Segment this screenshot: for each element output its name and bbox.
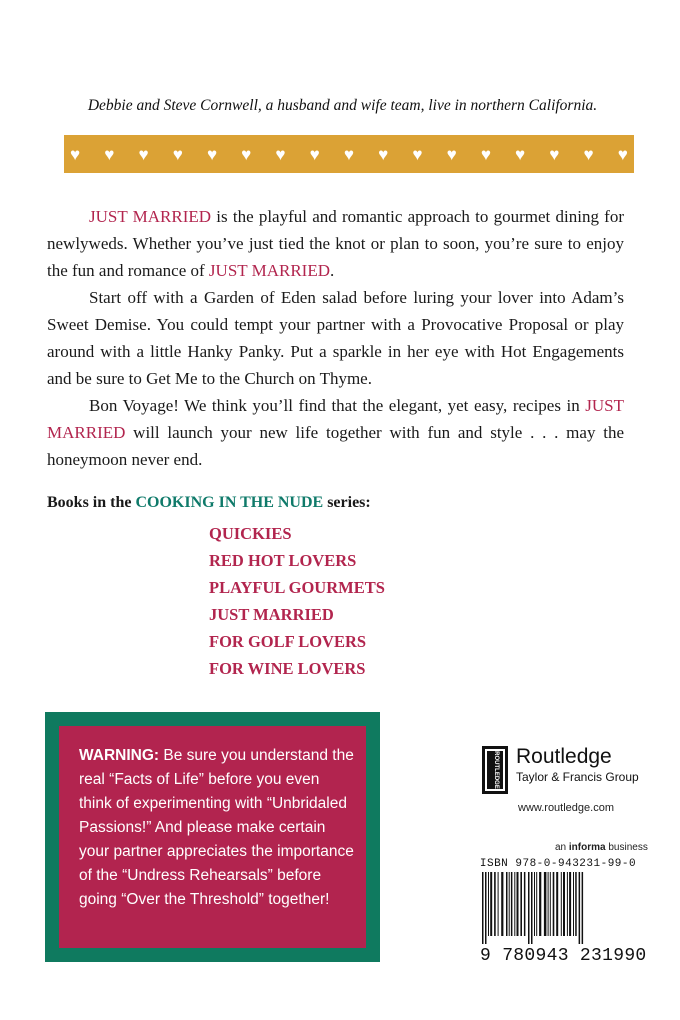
barcode-bar — [553, 872, 555, 936]
barcode-bar — [528, 872, 530, 944]
series-title: FOR GOLF LOVERS — [209, 632, 367, 651]
publisher-text — [516, 746, 639, 784]
barcode-bar — [534, 872, 535, 936]
heart-icon: ♥ — [275, 144, 286, 164]
heart-icon: ♥ — [138, 144, 149, 164]
barcode-bar — [536, 872, 537, 936]
barcode-bar — [556, 872, 558, 936]
heart-icon: ♥ — [309, 144, 320, 164]
barcode-bar — [501, 872, 503, 936]
barcode-bar — [488, 872, 489, 936]
series-title: FOR WINE LOVERS — [209, 659, 366, 678]
heart-icon: ♥ — [343, 144, 354, 164]
series-intro-text: Books in the — [47, 494, 136, 511]
series-intro-text: series: — [323, 494, 371, 511]
barcode-graphic — [480, 872, 638, 944]
barcode-bar — [494, 872, 496, 936]
barcode-bar — [582, 872, 584, 944]
blurb-text: Bon Voyage! We think you’ll find that the elegant, yet easy, recipes in — [89, 396, 586, 415]
publisher-url: www.routledge.com — [518, 802, 614, 814]
warning-box — [45, 712, 380, 962]
barcode-number: 9 780943 231990 — [480, 946, 647, 966]
barcode-bar — [498, 872, 499, 936]
series-name: COOKING IN THE NUDE — [135, 494, 324, 511]
publisher-name: Routledge — [516, 745, 612, 768]
author-bio-line: Debbie and Steve Cornwell, a husband and wife team, live in northern California. — [87, 97, 598, 114]
warning-panel — [59, 726, 366, 948]
blurb-paragraph-3 — [47, 392, 624, 473]
barcode-bar — [520, 872, 522, 936]
routledge-logo-text: ROUTLEDGE — [493, 751, 499, 789]
series-title: RED HOT LOVERS — [209, 551, 357, 570]
book-title-mention: JUST MARRIED — [89, 207, 212, 226]
barcode-bar — [482, 872, 484, 944]
barcode-bar — [573, 872, 574, 936]
series-title: QUICKIES — [209, 524, 292, 543]
blurb-text: is the playful and romantic approach to gourmet dining for newlyweds. Whether you’ve just tied the knot or plan to soon, you’re sure to enjoy the fun and romance of — [47, 207, 624, 280]
blurb-text: will launch your new life together with fun and style . . . may the honeymoon never end. — [47, 423, 624, 469]
informa-tag — [555, 842, 648, 853]
warning-text: Be sure you understand the real “Facts of Life” before you even think of experimenting with “Unbridaled Passions!” And please make certain your partner appreciates the importance of the “Undress Rehearsals” before going “Over the Threshold” together! — [79, 747, 354, 908]
heart-icon: ♥ — [515, 144, 526, 164]
barcode-bar — [509, 872, 510, 936]
barcode-bar — [548, 872, 549, 936]
barcode-bar — [524, 872, 526, 936]
informa-suffix: business — [605, 842, 648, 853]
series-title-list — [209, 520, 385, 682]
barcode-bar — [490, 872, 492, 936]
barcode-bar — [517, 872, 519, 936]
informa-prefix: an — [555, 842, 569, 853]
barcode-bar — [579, 872, 581, 944]
barcode-bar — [569, 872, 571, 936]
heart-icon: ♥ — [480, 144, 491, 164]
barcode-bar — [531, 872, 533, 944]
heart-icon: ♥ — [549, 144, 560, 164]
book-title-mention: JUST MARRIED — [208, 261, 330, 280]
heart-icon: ♥ — [70, 144, 81, 164]
heart-icon: ♥ — [104, 144, 115, 164]
series-title: JUST MARRIED — [209, 605, 334, 624]
book-title-mention: JUST MARRIED — [47, 396, 624, 442]
heart-icon: ♥ — [206, 144, 218, 164]
publisher-group: Taylor & Francis Group — [516, 770, 639, 784]
barcode-bar — [567, 872, 568, 936]
informa-brand: informa — [568, 842, 606, 853]
barcode-bar — [561, 872, 562, 936]
book-description — [47, 203, 624, 473]
barcode-bar — [506, 872, 508, 936]
barcode-bar — [539, 872, 541, 936]
barcode-bar — [511, 872, 513, 936]
barcode-bar — [550, 872, 551, 936]
blurb-paragraph-2: Start off with a Garden of Eden salad before luring your lover into Adam’s Sweet Demise. You could tempt your partner with a Provocative Proposal or play around with a little Hanky Panky. Put a sparkle in her eye with Hot Engagements and be sure to Get Me to the Church on Thyme. — [47, 288, 624, 388]
routledge-logo-icon — [482, 746, 508, 794]
heart-icon: ♥ — [583, 144, 594, 164]
barcode-bar — [514, 872, 515, 936]
barcode-bar — [575, 872, 577, 936]
blurb-paragraph-1 — [47, 203, 624, 284]
heart-border-band — [64, 135, 634, 173]
heart-icon: ♥ — [378, 144, 389, 164]
heart-icon: ♥ — [617, 144, 628, 164]
series-heading — [47, 494, 371, 512]
heart-icon: ♥ — [241, 144, 252, 164]
barcode-bar — [563, 872, 565, 936]
blurb-text: . — [330, 261, 335, 280]
series-title: PLAYFUL GOURMETS — [209, 578, 385, 597]
heart-icon: ♥ — [446, 144, 457, 164]
barcode-bar — [485, 872, 487, 944]
publisher-block — [482, 746, 639, 794]
heart-icon: ♥ — [412, 144, 423, 164]
isbn-label: ISBN 978-0-943231-99-0 — [479, 858, 637, 870]
heart-icon: ♥ — [172, 144, 183, 164]
barcode-bar — [544, 872, 547, 936]
warning-label: WARNING: — [79, 747, 160, 764]
